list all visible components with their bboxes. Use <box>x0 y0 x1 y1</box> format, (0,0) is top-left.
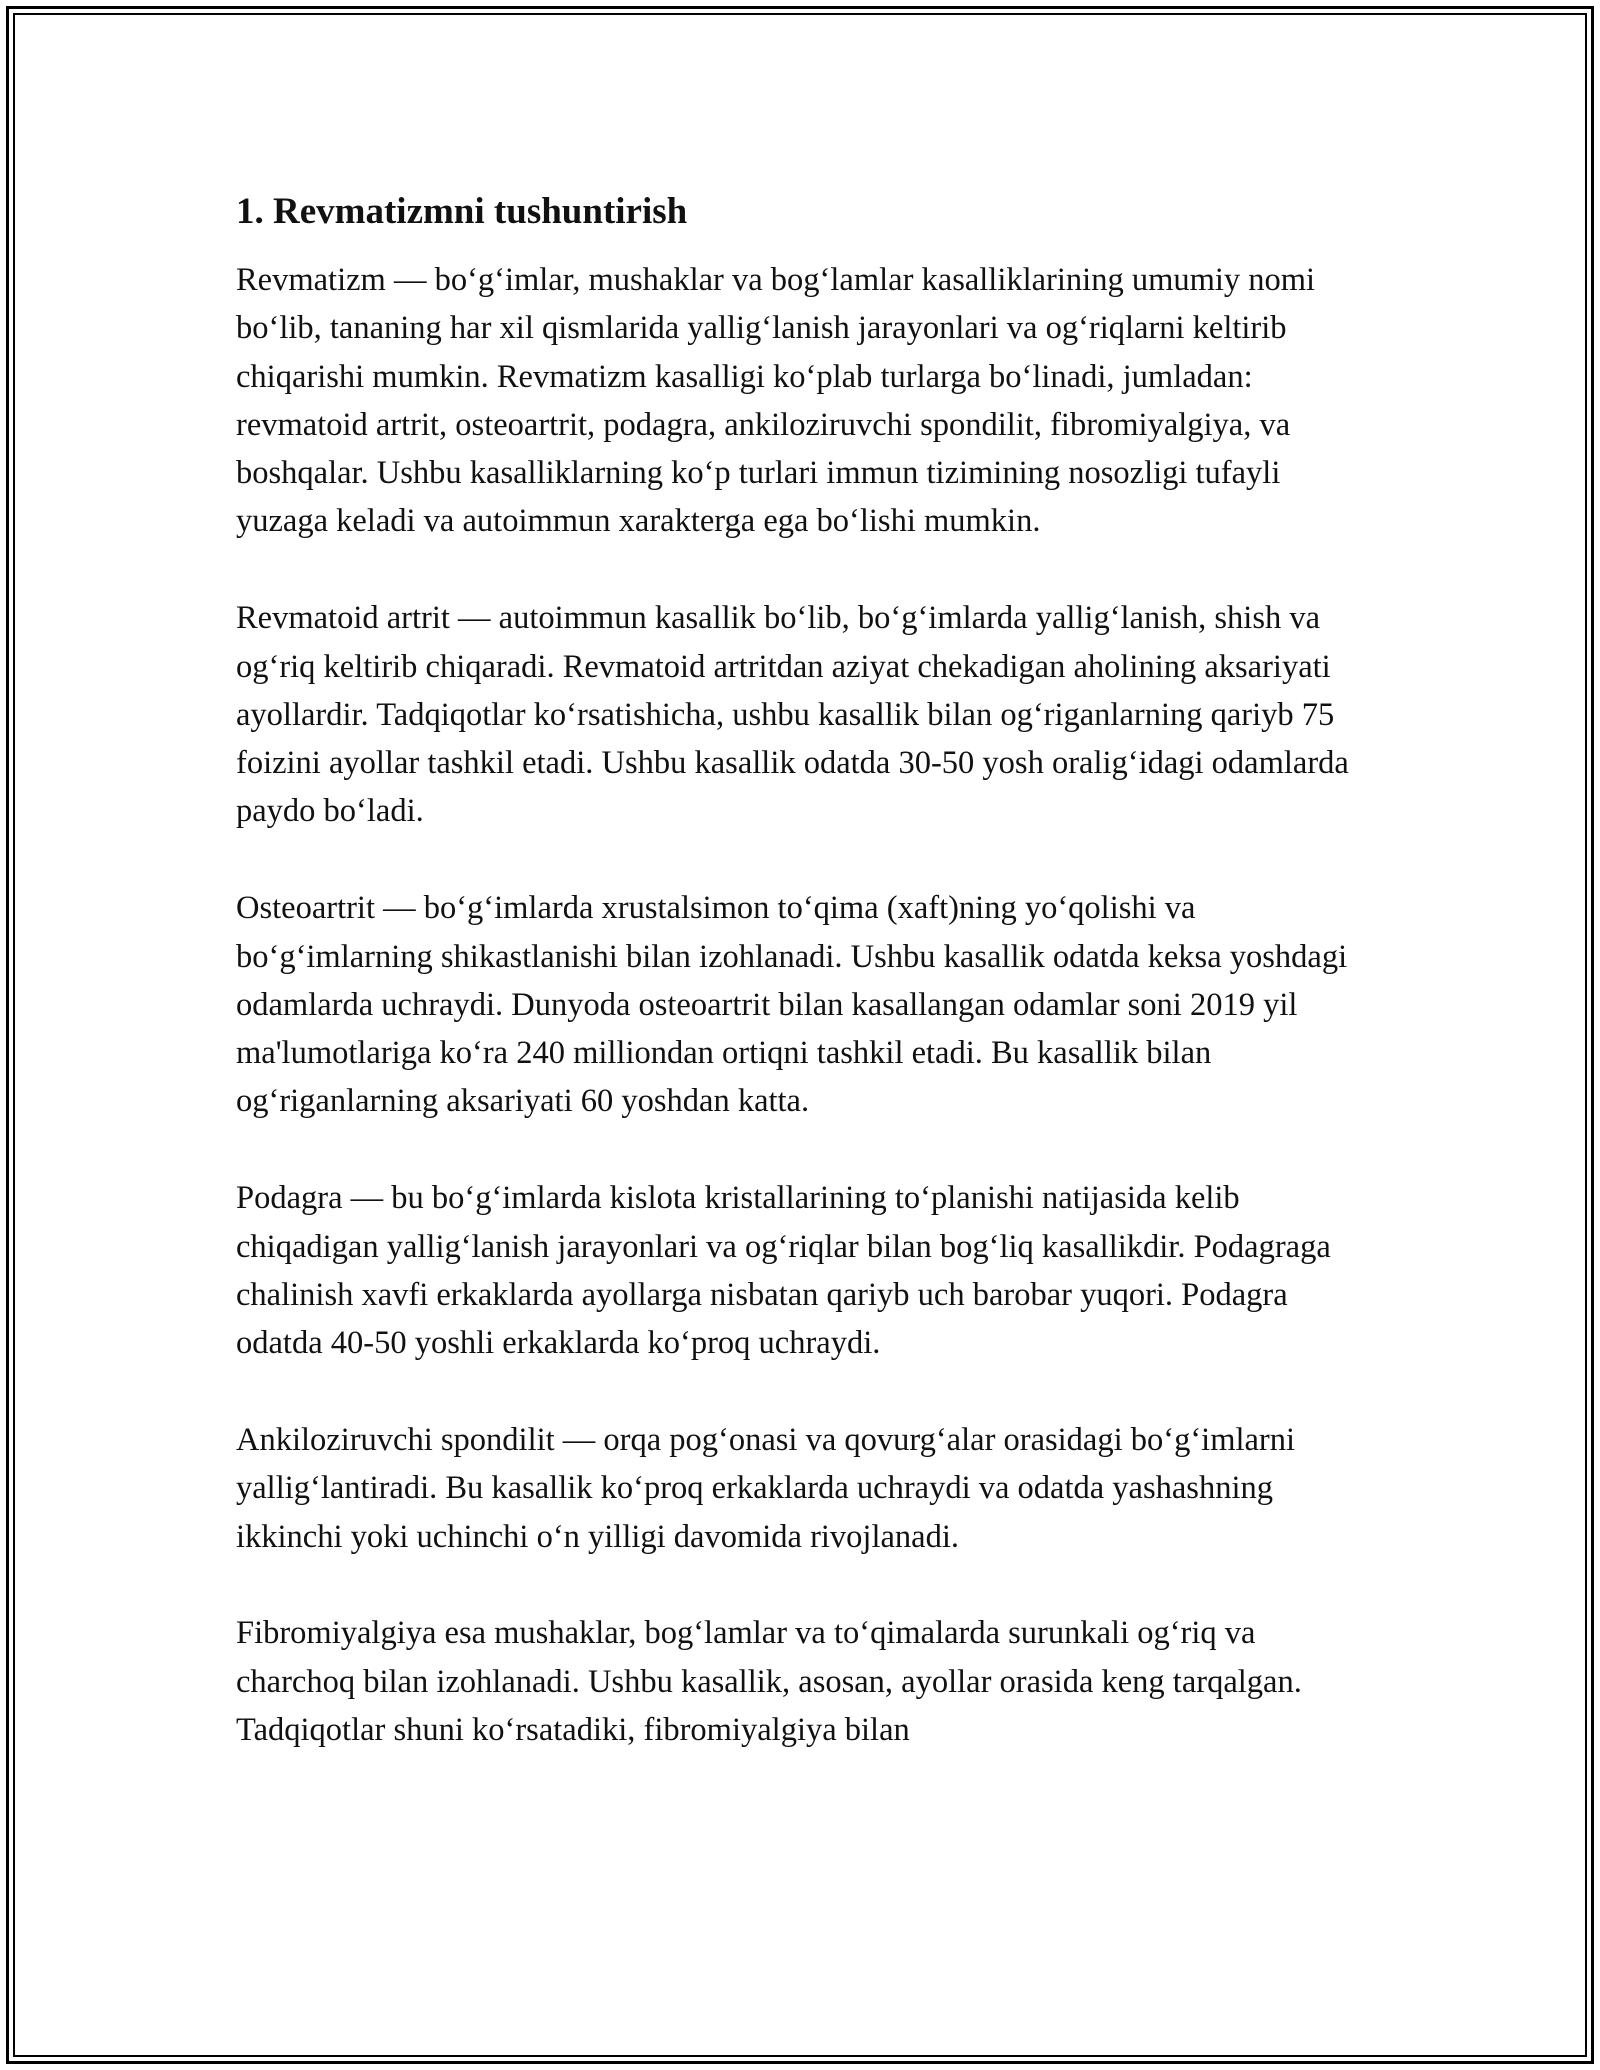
paragraph-revmatizm: Revmatizm — bo‘g‘imlar, mushaklar va bog‘lamlar kasalliklarining umumiy nomi bo‘lib, tananing har xil qismlarida yallig‘lanish jarayonlari va og‘riqlarni keltirib chiqarishi mumkin. Revmatizm kasalligi ko‘plab turlarga bo‘linadi, jumladan: revmatoid artrit, osteoartrit, podagra, ankiloziruvchi spondilit, fibromiyalgiya, va boshqalar. Ushbu kasalliklarning ko‘p turlari immun tizimining nosozligi tufayli yuzaga keladi va autoimmun xarakterga ega bo‘lishi mumkin. <box>236 262 1316 540</box>
document-body <box>236 186 1366 1803</box>
section-heading: 1. Revmatizmni tushuntirish <box>236 191 688 232</box>
paragraph-podagra: Podagra — bu bo‘g‘imlarda kislota kristallarining to‘planishi natijasida kelib chiqadigan yallig‘lanish jarayonlari va og‘riqlar bilan bog‘liq kasallikdir. Podagraga chalinish xavfi erkaklarda ayollarga nisbatan qariyb uch barobar yuqori. Podagra odatda 40-50 yoshli erkaklarda ko‘proq uchraydi. <box>236 1180 1331 1362</box>
paragraph-osteoartrit: Osteoartrit — bo‘g‘imlarda xrustalsimon to‘qima (xaft)ning yo‘qolishi va bo‘g‘imlarning shikastlanishi bilan izohlanadi. Ushbu kasallik odatda keksa yoshdagi odamlarda uchraydi. Dunyoda osteoartrit bilan kasallangan odamlar soni 2019 yil ma'lumotlariga ko‘ra 240 milliondan ortiqni tashkil etadi. Bu kasallik bilan og‘riganlarning aksariyati 60 yoshdan katta. <box>236 890 1348 1120</box>
paragraph-ankiloziruvchi-spondilit: Ankiloziruvchi spondilit — orqa pog‘onasi va qovurg‘alar orasidagi bo‘g‘imlarni yallig‘lantiradi. Bu kasallik ko‘proq erkaklarda uchraydi va odatda yashashning ikkinchi yoki uchinchi o‘n yilligi davomida rivojlanadi. <box>236 1421 1296 1555</box>
paragraph-fibromiyalgiya: Fibromiyalgiya esa mushaklar, bog‘lamlar va to‘qimalarda surunkali og‘riq va charchoq bilan izohlanadi. Ushbu kasallik, asosan, ayollar orasida keng tarqalgan. Tadqiqotlar shuni ko‘rsatadiki, fibromiyalgiya bilan <box>236 1615 1302 1748</box>
paragraph-revmatoid-artrit: Revmatoid artrit — autoimmun kasallik bo‘lib, bo‘g‘imlarda yallig‘lanish, shish va og‘riq keltirib chiqaradi. Revmatoid artritdan aziyat chekadigan aholining aksariyati ayollardir. Tadqiqotlar ko‘rsatishicha, ushbu kasallik bilan og‘riganlarning qariyb 75 foizini ayollar tashkil etadi. Ushbu kasallik odatda 30-50 yosh oralig‘idagi odamlarda paydo bo‘ladi. <box>236 600 1349 830</box>
